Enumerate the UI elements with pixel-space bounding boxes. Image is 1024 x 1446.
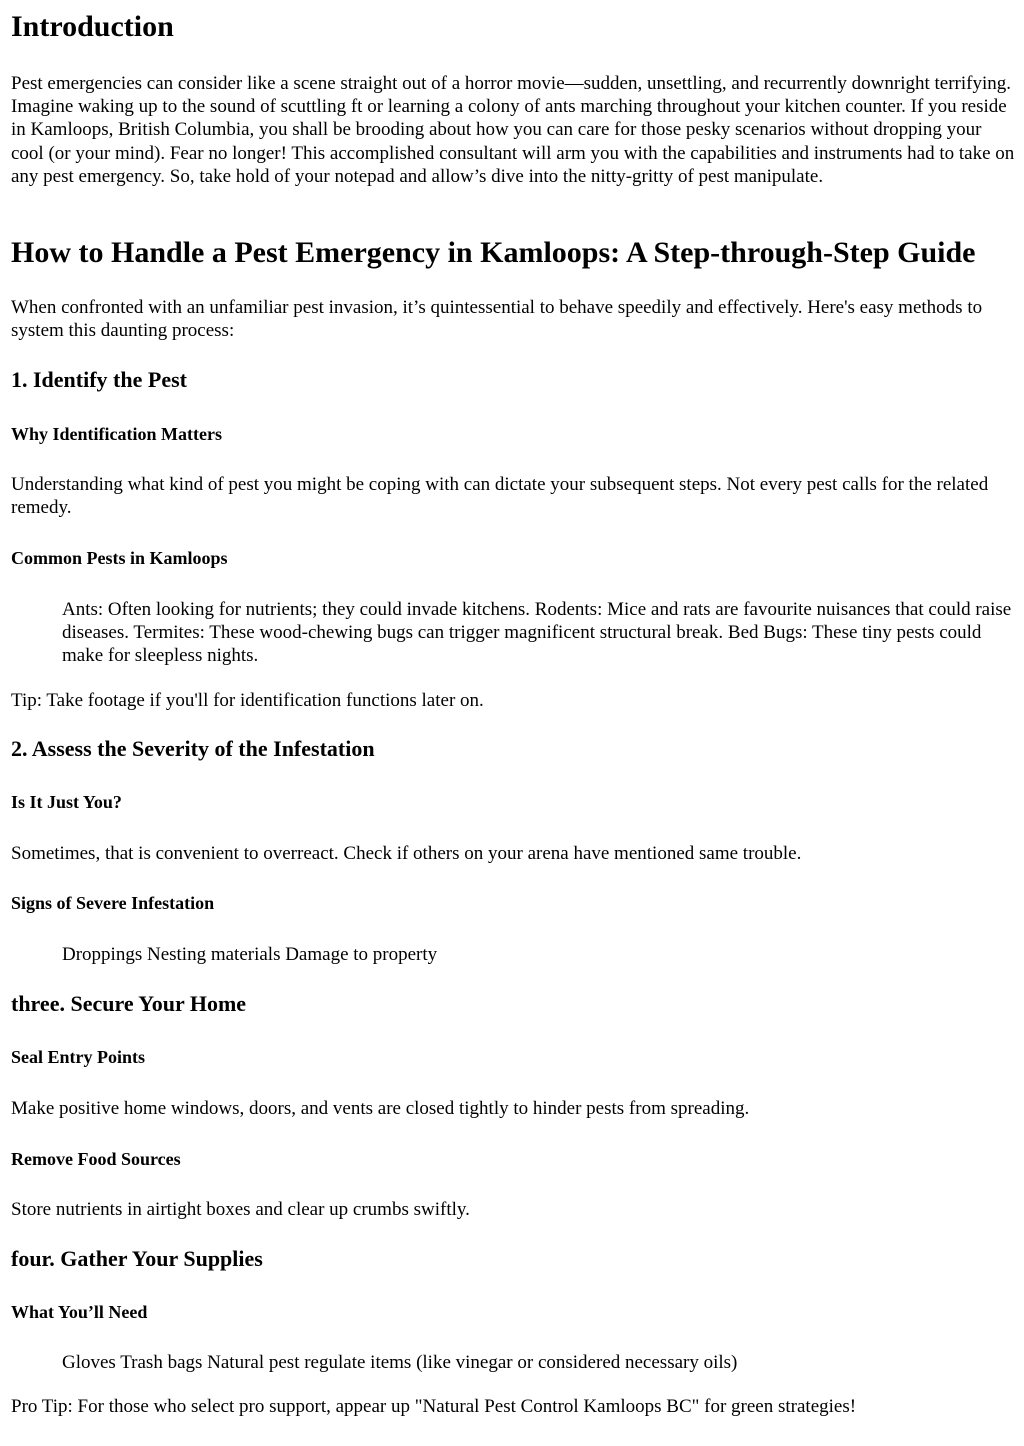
step1-tip: Tip: Take footage if you'll for identification functions later on. [11,690,484,711]
step1-heading: 1. Identify the Pest [11,367,187,392]
step2-signs-heading: Signs of Severe Infestation [11,893,215,913]
step2-heading: 2. Assess the Severity of the Infestation [11,736,375,761]
step2-just-you-text: Sometimes, that is convenient to overreact. Check if others on your arena have mentioned same trouble. [11,843,802,864]
step1-why-heading: Why Identification Matters [11,424,222,444]
step1-common-heading: Common Pests in Kamloops [11,548,228,568]
step4-pro-tip: Pro Tip: For those who select pro support, appear up "Natural Pest Control Kamloops BC" for green strategies! [11,1396,857,1417]
step4-need-heading: What You’ll Need [11,1302,148,1322]
step2-just-you-heading: Is It Just You? [11,792,122,812]
step3-seal-heading: Seal Entry Points [11,1047,146,1067]
step3-seal-text: Make positive home windows, doors, and vents are closed tightly to hinder pests from spreading. [11,1098,750,1119]
step3-food-heading: Remove Food Sources [11,1149,181,1169]
step1-common-list: Ants: Often looking for nutrients; they could invade kitchens. Rodents: Mice and rats are favourite nuisances that could raise diseases. Termites: These wood-chewing bugs can trigger magnificent structural break. Bed Bugs: These tiny pests could make for sleepless nights. [62,599,1012,667]
guide-paragraph: When confronted with an unfamiliar pest invasion, it’s quintessential to behave speedily and effectively. Here's easy methods to system this daunting process: [11,297,983,342]
intro-paragraph: Pest emergencies can consider like a scene straight out of a horror movie—sudden, unsettling, and recurrently downright terrifying. Imagine waking up to the sound of scuttling ft or learning a colony of ants marching throughout your kitchen counter. If you reside in Kamloops, British Columbia, you shall be brooding about how you can care for those pesky scenarios without dropping your cool (or your mind). Fear no longer! This accomplished consultant will arm you with the capabilities and instruments had to take on any pest emergency. So, take hold of your notepad and allow’s dive into the nitty-gritty of pest manipulate. [11,73,1015,187]
step4-heading: four. Gather Your Supplies [11,1246,263,1271]
guide-heading: How to Handle a Pest Emergency in Kamloops: A Step-through-Step Guide [11,236,976,269]
step2-signs-list: Droppings Nesting materials Damage to property [62,944,438,965]
intro-heading: Introduction [11,10,174,43]
step1-why-text: Understanding what kind of pest you might be coping with can dictate your subsequent steps. Not every pest calls for the related remedy. [11,474,989,519]
step3-heading: three. Secure Your Home [11,991,247,1016]
step3-food-text: Store nutrients in airtight boxes and clear up crumbs swiftly. [11,1199,470,1220]
step4-need-list: Gloves Trash bags Natural pest regulate items (like vinegar or considered necessary oils) [62,1352,738,1373]
